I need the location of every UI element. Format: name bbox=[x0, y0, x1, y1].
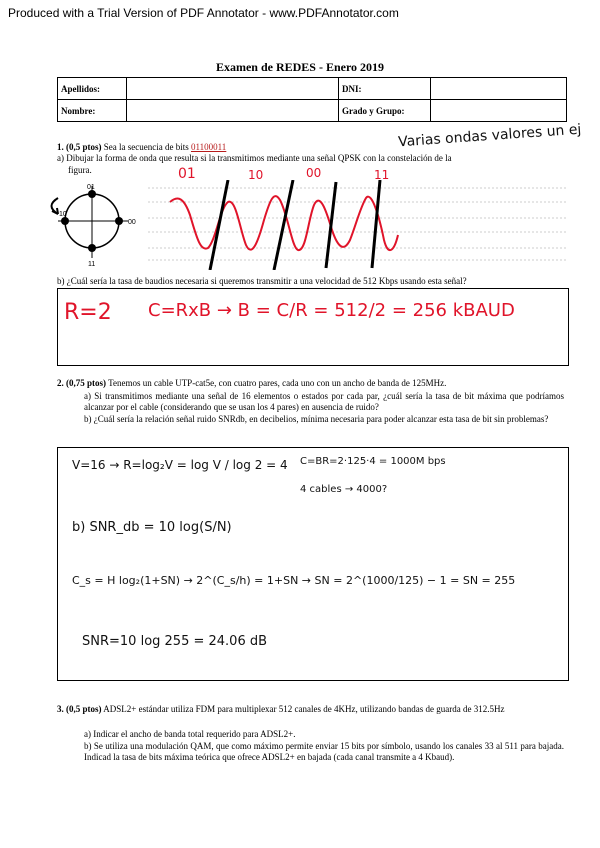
q1-intro: Sea la secuencia de bits bbox=[103, 142, 189, 152]
q2-hw-line4: SNR=10 log 255 = 24.06 dB bbox=[82, 634, 268, 649]
q2-hw-line2: b) SNR_db = 10 log(S/N) bbox=[72, 520, 232, 535]
q1b-answer-r: R=2 bbox=[64, 300, 112, 325]
q2-hw-line3: C_s = H log₂(1+SN) → 2^(C_s/h) = 1+SN → SN = 2^(1000/125) − 1 = SN = 255 bbox=[72, 574, 516, 587]
q2-hw-line1: V=16 → R=log₂V = log V / log 2 = 4 bbox=[72, 458, 288, 472]
grado-label: Grado y Grupo: bbox=[339, 100, 431, 122]
q1-symbol-2: 10 bbox=[248, 168, 264, 182]
q2-item-b: b) ¿Cuál sería la relación señal ruido SNRdb, en decibelios, mínima necesaria para poder alcanzar esta tasa de bit sin problemas? bbox=[84, 414, 549, 424]
q1a-text: a) Dibujar la forma de onda que resulta si la transmitimos mediante una señal QPSK con la constelación de la bbox=[57, 153, 452, 163]
apellidos-label: Apellidos: bbox=[58, 78, 127, 100]
dni-label: DNI: bbox=[339, 78, 431, 100]
q3-heading bbox=[57, 704, 562, 715]
q3-item-b: b) Se utiliza una modulación QAM, que como máximo permite enviar 15 bits por símbolo, usando los canales 33 al 511 para bajada. Indicad la tasa de bits máxima teórica que ofrece ADSL2+ en bajada (cada canal transmite a 4 Kbaud). bbox=[84, 741, 564, 762]
q1-bits: 01100011 bbox=[190, 142, 227, 152]
q2-heading bbox=[57, 378, 567, 389]
q1-number: 1. (0,5 ptos) bbox=[57, 142, 102, 152]
q1-symbol-3: 00 bbox=[306, 166, 322, 180]
waveform-grid bbox=[148, 180, 568, 270]
const-label-left: 10 bbox=[59, 211, 67, 218]
q2-hw-line1b: C=BR=2·125·4 = 1000M bps bbox=[300, 456, 446, 467]
grado-field[interactable] bbox=[431, 100, 567, 122]
q2-hw-line1c: 4 cables → 4000? bbox=[300, 484, 388, 495]
const-label-bottom: 11 bbox=[88, 261, 96, 268]
student-info-table bbox=[57, 77, 567, 122]
dni-field[interactable] bbox=[431, 78, 567, 100]
exam-title: Examen de REDES - Enero 2019 bbox=[215, 60, 385, 74]
q3-items bbox=[72, 729, 564, 764]
qpsk-constellation bbox=[40, 178, 150, 273]
q3-intro: ADSL2+ estándar utiliza FDM para multiplexar 512 canales de 4KHz, utilizando bandas de guarda de 312.5Hz bbox=[103, 704, 505, 714]
q2-item-a: a) Si transmitimos mediante una señal de 16 elementos o estados por cada par, ¿cuál sería la tasa de bit máxima que podríamos alcanzar por el cable (considerando que se usan los 4 pares) en ausencia de ruido? bbox=[84, 391, 564, 412]
q3-item-a: a) Indicar el ancho de banda total requerido para ADSL2+. bbox=[84, 729, 296, 739]
q1-note-handwriting: Varias ondas valores un ej bbox=[397, 121, 582, 151]
const-label-top: 01 bbox=[87, 184, 95, 191]
q1-symbol-4: 11 bbox=[374, 168, 390, 182]
q2-items bbox=[72, 391, 564, 426]
q2-number: 2. (0,75 ptos) bbox=[57, 378, 106, 388]
q1-symbol-1: 01 bbox=[178, 166, 196, 182]
q1b-text: b) ¿Cuál sería la tasa de baudios necesaria si queremos transmitir a una velocidad de 512 Kbps usando esta señal? bbox=[57, 276, 467, 286]
nombre-field[interactable] bbox=[127, 100, 339, 122]
q2-intro: Tenemos un cable UTP-cat5e, con cuatro pares, cada uno con un ancho de banda de 125MHz. bbox=[108, 378, 447, 388]
q1a-text2: figura. bbox=[68, 165, 92, 175]
nombre-label: Nombre: bbox=[58, 100, 127, 122]
q3-number: 3. (0,5 ptos) bbox=[57, 704, 102, 714]
apellidos-field[interactable] bbox=[127, 78, 339, 100]
const-label-right: 00 bbox=[128, 219, 136, 226]
q1b-answer: C=RxB → B = C/R = 512/2 = 256 kBAUD bbox=[148, 300, 515, 321]
trial-banner: Produced with a Trial Version of PDF Annotator - www.PDFAnnotator.com bbox=[8, 6, 399, 20]
